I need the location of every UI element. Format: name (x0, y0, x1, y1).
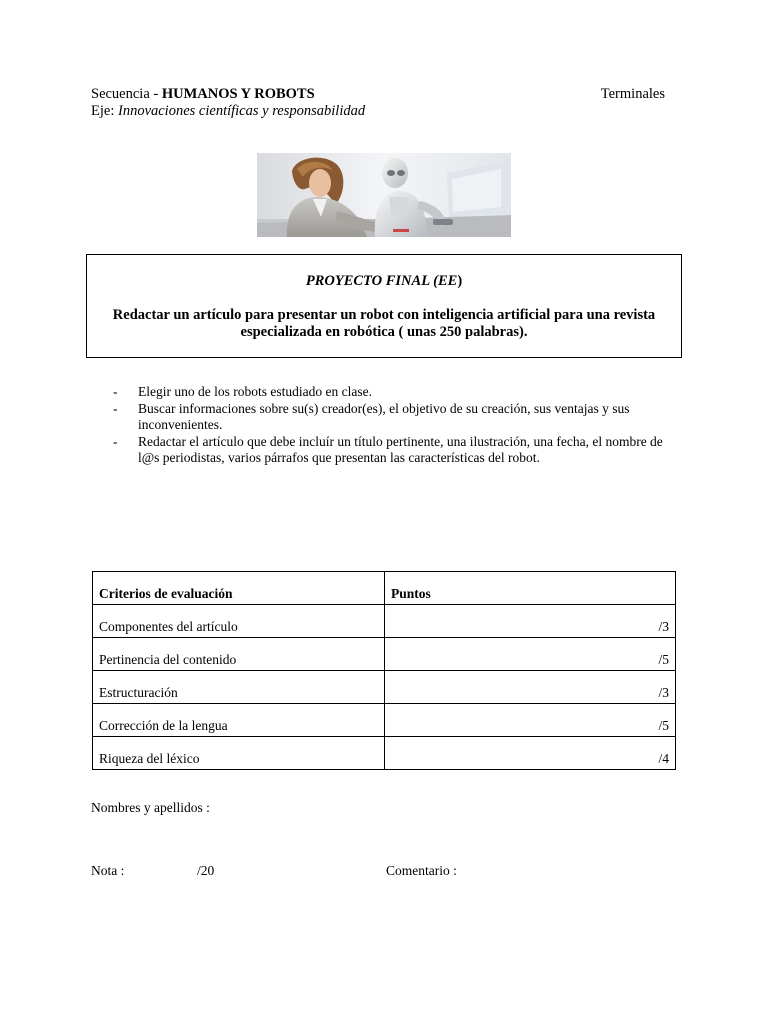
project-title-close: ) (457, 273, 463, 289)
grade-label: Nota : (91, 863, 125, 878)
axis-prefix: Eje: (91, 103, 118, 119)
project-title-text: PROYECTO FINAL (EE (305, 273, 458, 289)
points-cell: /5 (385, 704, 676, 737)
header-sequence-line (91, 86, 665, 103)
criterion-cell: Corrección de la lengua (93, 704, 385, 737)
criterion-cell: Componentes del artículo (93, 605, 385, 638)
criteria-table (92, 571, 676, 770)
list-item (113, 434, 678, 467)
axis-title: Innovaciones científicas y responsabilidad (117, 103, 366, 119)
list-dash: - (113, 433, 118, 449)
list-dash: - (113, 400, 118, 416)
task-text: Redactar el artículo que debe incluír un título pertinente, una ilustración, una fecha, el nombre de l@s periodistas, varios párrafos que presentan las características del robot. (138, 433, 663, 466)
table-row (93, 605, 676, 638)
criterion-cell: Riqueza del léxico (93, 737, 385, 770)
grade-total: /20 (197, 863, 215, 878)
sequence-prefix: Secuencia - (91, 86, 162, 102)
header-criteria: Criterios de evaluación (93, 572, 385, 605)
task-list (113, 384, 678, 467)
table-header-row (93, 572, 676, 605)
points-cell: /3 (385, 605, 676, 638)
project-box (86, 254, 682, 358)
criterion-cell: Pertinencia del contenido (93, 638, 385, 671)
table-row (93, 704, 676, 737)
sequence-title: HUMANOS Y ROBOTS (161, 86, 315, 102)
project-description: Redactar un artículo para presentar un robot con inteligencia artificial para una revista especializada en robótica ( unas 250 palabras). (112, 307, 656, 340)
project-title (87, 273, 681, 290)
criterion-cell: Estructuración (93, 671, 385, 704)
points-cell: /4 (385, 737, 676, 770)
points-cell: /5 (385, 638, 676, 671)
points-cell: /3 (385, 671, 676, 704)
names-label: Nombres y apellidos : (91, 800, 210, 815)
header-axis-line (91, 103, 365, 120)
table-row (93, 737, 676, 770)
header-points: Puntos (385, 572, 676, 605)
list-dash: - (113, 384, 118, 399)
list-item (113, 401, 678, 434)
table-row (93, 671, 676, 704)
woman-and-robot-photo (257, 153, 511, 237)
task-text: Elegir uno de los robots estudiado en clase. (138, 384, 372, 399)
list-item (113, 384, 678, 401)
table-row (93, 638, 676, 671)
level-label: Terminales (600, 86, 665, 102)
comment-label: Comentario : (386, 863, 457, 878)
task-text: Buscar informaciones sobre su(s) creador(es), el objetivo de su creación, sus ventajas y sus inconvenientes. (138, 400, 630, 433)
